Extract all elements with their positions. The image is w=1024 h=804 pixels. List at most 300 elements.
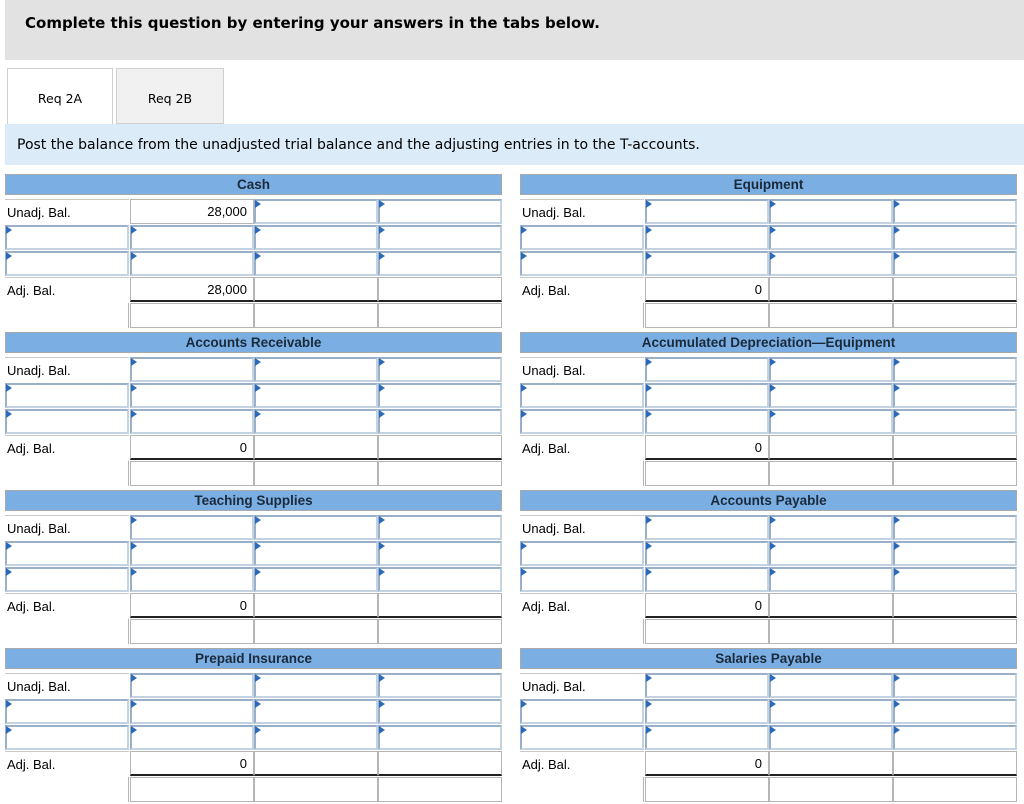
balance-input[interactable] — [893, 199, 1017, 224]
dropdown-marker-icon — [255, 674, 261, 682]
unadjusted-balance-label: Unadj. Bal. — [5, 673, 129, 698]
dropdown-marker-icon — [894, 358, 900, 366]
adjusted-balance-row — [520, 593, 1017, 618]
unadjusted-balance-label: Unadj. Bal. — [5, 515, 129, 540]
entry-reference-select[interactable] — [5, 225, 129, 250]
dropdown-marker-icon — [6, 384, 12, 392]
unadjusted-balance-row — [520, 199, 1017, 224]
instruction-text: Post the balance from the unadjusted trial balance and the adjusting entries in to the T-accounts. — [17, 137, 700, 153]
unadjusted-balance-label: Unadj. Bal. — [5, 357, 129, 382]
entry-reference-select[interactable] — [520, 383, 644, 408]
dropdown-marker-icon — [770, 358, 776, 366]
dropdown-marker-icon — [131, 410, 137, 418]
entry-amount-input[interactable] — [378, 541, 502, 566]
dropdown-marker-icon — [379, 200, 385, 208]
adjusted-balance-row — [5, 751, 502, 776]
entry-amount-input[interactable] — [254, 699, 378, 724]
adjusted-balance-label: Adj. Bal. — [5, 277, 129, 302]
dropdown-marker-icon — [131, 726, 137, 734]
dropdown-marker-icon — [894, 252, 900, 260]
adjusting-entry-row — [520, 541, 1017, 566]
adjusted-credit-value — [378, 751, 502, 776]
question-instruction: Complete this question by entering your answers in the tabs below. — [25, 14, 600, 32]
entry-amount-input[interactable] — [254, 251, 378, 276]
t-account — [5, 174, 502, 329]
footer-cell — [5, 303, 129, 328]
dropdown-marker-icon — [770, 516, 776, 524]
dropdown-marker-icon — [770, 410, 776, 418]
entry-amount-input[interactable] — [769, 409, 893, 434]
entry-amount-input[interactable] — [130, 251, 254, 276]
entry-amount-input[interactable] — [769, 699, 893, 724]
t-account-title: Salaries Payable — [520, 648, 1017, 669]
dropdown-marker-icon — [894, 200, 900, 208]
dropdown-marker-icon — [255, 384, 261, 392]
adjusted-credit-value — [254, 751, 378, 776]
dropdown-marker-icon — [379, 542, 385, 550]
dropdown-marker-icon — [379, 516, 385, 524]
t-account — [5, 490, 502, 645]
adjusted-credit-value — [378, 435, 502, 460]
footer-cell — [769, 303, 893, 328]
entry-amount-input[interactable] — [645, 699, 769, 724]
entry-reference-select[interactable] — [5, 699, 129, 724]
footer-cell — [645, 777, 769, 802]
entry-amount-input[interactable] — [254, 409, 378, 434]
dropdown-marker-icon — [379, 384, 385, 392]
dropdown-marker-icon — [646, 516, 652, 524]
footer-cell — [378, 461, 502, 486]
dropdown-marker-icon — [894, 384, 900, 392]
balance-footer-row — [520, 619, 1017, 644]
entry-reference-select[interactable] — [520, 725, 644, 750]
entry-amount-input[interactable] — [769, 251, 893, 276]
dropdown-marker-icon — [379, 226, 385, 234]
entry-reference-select[interactable] — [5, 409, 129, 434]
tab-label: Req 2A — [37, 91, 83, 106]
footer-cell — [130, 303, 254, 328]
dropdown-marker-icon — [646, 674, 652, 682]
entry-amount-input[interactable] — [645, 383, 769, 408]
unadjusted-balance-label: Unadj. Bal. — [520, 515, 644, 540]
entry-amount-input[interactable] — [378, 567, 502, 592]
balance-footer-row — [520, 777, 1017, 802]
entry-amount-input[interactable] — [254, 383, 378, 408]
balance-footer-row — [520, 461, 1017, 486]
adjusting-entry-row — [5, 725, 502, 750]
balance-input[interactable] — [769, 673, 893, 698]
entry-amount-input[interactable] — [254, 225, 378, 250]
footer-cell — [893, 461, 1017, 486]
dropdown-marker-icon — [894, 700, 900, 708]
footer-cell — [254, 619, 378, 644]
balance-footer-row — [5, 461, 502, 486]
balance-input[interactable] — [254, 515, 378, 540]
entry-amount-input[interactable] — [130, 409, 254, 434]
dropdown-marker-icon — [255, 410, 261, 418]
entry-amount-input[interactable] — [893, 699, 1017, 724]
entry-reference-select[interactable] — [5, 725, 129, 750]
entry-amount-input[interactable] — [645, 225, 769, 250]
adjusting-entry-row — [520, 225, 1017, 250]
dropdown-marker-icon — [379, 252, 385, 260]
entry-reference-select[interactable] — [520, 409, 644, 434]
adjusting-entry-row — [5, 225, 502, 250]
dropdown-marker-icon — [6, 252, 12, 260]
dropdown-marker-icon — [255, 516, 261, 524]
entry-reference-select[interactable] — [5, 251, 129, 276]
t-account — [520, 490, 1017, 645]
adjusting-entry-row — [5, 383, 502, 408]
footer-cell — [254, 303, 378, 328]
dropdown-marker-icon — [379, 410, 385, 418]
balance-input[interactable] — [893, 357, 1017, 382]
adjusted-credit-value — [893, 435, 1017, 460]
dropdown-marker-icon — [894, 568, 900, 576]
adjusted-credit-value — [769, 277, 893, 302]
adjusting-entry-row — [5, 541, 502, 566]
balance-input[interactable] — [769, 357, 893, 382]
dropdown-marker-icon — [646, 226, 652, 234]
adjusting-entry-row — [520, 251, 1017, 276]
footer-cell — [645, 619, 769, 644]
dropdown-marker-icon — [894, 726, 900, 734]
balance-footer-row — [5, 619, 502, 644]
entry-amount-input[interactable] — [378, 699, 502, 724]
balance-input[interactable] — [893, 673, 1017, 698]
entry-amount-input[interactable] — [130, 383, 254, 408]
adjusting-entry-row — [5, 251, 502, 276]
adjusted-balance-label: Adj. Bal. — [5, 593, 129, 618]
dropdown-marker-icon — [770, 568, 776, 576]
entry-amount-input[interactable] — [645, 725, 769, 750]
t-account-title: Prepaid Insurance — [5, 648, 502, 669]
footer-cell — [254, 777, 378, 802]
adjusted-debit-value: 0 — [645, 435, 769, 460]
adjusted-debit-value: 0 — [130, 751, 254, 776]
unadjusted-balance-label: Unadj. Bal. — [520, 357, 644, 382]
dropdown-marker-icon — [131, 358, 137, 366]
dropdown-marker-icon — [131, 542, 137, 550]
dropdown-marker-icon — [6, 568, 12, 576]
dropdown-marker-icon — [646, 726, 652, 734]
balance-input[interactable] — [769, 199, 893, 224]
unadjusted-balance-row — [5, 515, 502, 540]
adjusting-entry-row — [5, 409, 502, 434]
balance-footer-row — [5, 303, 502, 328]
entry-amount-input[interactable] — [378, 383, 502, 408]
unadjusted-balance-row — [520, 673, 1017, 698]
entry-amount-input[interactable] — [769, 225, 893, 250]
unadjusted-balance-row — [5, 673, 502, 698]
dropdown-marker-icon — [646, 700, 652, 708]
adjusted-credit-value — [893, 593, 1017, 618]
unadjusted-balance-label: Unadj. Bal. — [5, 199, 129, 224]
t-account-title: Accumulated Depreciation—Equipment — [520, 332, 1017, 353]
dropdown-marker-icon — [131, 700, 137, 708]
entry-amount-input[interactable] — [893, 383, 1017, 408]
adjusting-entry-row — [520, 725, 1017, 750]
adjusted-balance-label: Adj. Bal. — [520, 435, 644, 460]
entry-amount-input[interactable] — [130, 225, 254, 250]
footer-cell — [378, 303, 502, 328]
dropdown-marker-icon — [379, 700, 385, 708]
footer-cell — [520, 619, 644, 644]
entry-amount-input[interactable] — [378, 409, 502, 434]
adjusting-entry-row — [520, 383, 1017, 408]
adjusted-credit-value — [893, 751, 1017, 776]
entry-amount-input[interactable] — [645, 541, 769, 566]
dropdown-marker-icon — [131, 568, 137, 576]
entry-amount-input[interactable] — [378, 725, 502, 750]
dropdown-marker-icon — [521, 384, 527, 392]
footer-cell — [520, 777, 644, 802]
entry-reference-select[interactable] — [520, 251, 644, 276]
balance-input[interactable] — [130, 673, 254, 698]
footer-cell — [645, 303, 769, 328]
footer-cell — [254, 461, 378, 486]
dropdown-marker-icon — [131, 516, 137, 524]
footer-cell — [130, 777, 254, 802]
adjusted-credit-value — [378, 277, 502, 302]
adjusted-credit-value — [769, 593, 893, 618]
adjusting-entry-row — [520, 409, 1017, 434]
entry-amount-input[interactable] — [254, 725, 378, 750]
adjusted-balance-label: Adj. Bal. — [520, 593, 644, 618]
adjusted-debit-value: 28,000 — [130, 277, 254, 302]
entry-amount-input[interactable] — [254, 567, 378, 592]
adjusted-balance-row — [5, 593, 502, 618]
adjusted-balance-row — [520, 751, 1017, 776]
dropdown-marker-icon — [131, 252, 137, 260]
dropdown-marker-icon — [521, 226, 527, 234]
footer-cell — [130, 619, 254, 644]
dropdown-marker-icon — [770, 542, 776, 550]
balance-input[interactable] — [645, 199, 769, 224]
balance-input[interactable] — [378, 199, 502, 224]
footer-cell — [893, 777, 1017, 802]
dropdown-marker-icon — [894, 516, 900, 524]
entry-amount-input[interactable] — [130, 725, 254, 750]
adjusted-credit-value — [254, 593, 378, 618]
t-account-title: Accounts Receivable — [5, 332, 502, 353]
adjusted-balance-label: Adj. Bal. — [520, 277, 644, 302]
dropdown-marker-icon — [131, 674, 137, 682]
dropdown-marker-icon — [255, 252, 261, 260]
balance-input[interactable] — [378, 673, 502, 698]
dropdown-marker-icon — [770, 700, 776, 708]
dropdown-marker-icon — [6, 542, 12, 550]
footer-cell — [893, 303, 1017, 328]
adjusted-balance-label: Adj. Bal. — [5, 435, 129, 460]
adjusting-entry-row — [5, 567, 502, 592]
balance-input[interactable] — [130, 357, 254, 382]
t-account — [5, 648, 502, 803]
adjusted-balance-row — [5, 435, 502, 460]
tab-req-2a[interactable] — [7, 68, 113, 124]
adjusted-balance-label: Adj. Bal. — [5, 751, 129, 776]
t-account — [520, 332, 1017, 487]
tab-req-2b[interactable] — [116, 68, 224, 124]
t-account-title: Equipment — [520, 174, 1017, 195]
dropdown-marker-icon — [894, 542, 900, 550]
dropdown-marker-icon — [131, 384, 137, 392]
adjusted-debit-value: 0 — [645, 593, 769, 618]
entry-reference-select[interactable] — [520, 699, 644, 724]
dropdown-marker-icon — [521, 252, 527, 260]
dropdown-marker-icon — [770, 674, 776, 682]
footer-cell — [378, 619, 502, 644]
balance-input[interactable] — [378, 515, 502, 540]
adjusting-entry-row — [520, 699, 1017, 724]
dropdown-marker-icon — [255, 568, 261, 576]
dropdown-marker-icon — [894, 226, 900, 234]
dropdown-marker-icon — [255, 542, 261, 550]
entry-amount-input[interactable] — [645, 251, 769, 276]
entry-amount-input[interactable] — [893, 725, 1017, 750]
unadjusted-balance-row — [520, 357, 1017, 382]
dropdown-marker-icon — [646, 384, 652, 392]
dropdown-marker-icon — [521, 568, 527, 576]
adjusting-entry-row — [520, 567, 1017, 592]
balance-input[interactable] — [254, 357, 378, 382]
footer-cell — [769, 619, 893, 644]
entry-reference-select[interactable] — [520, 567, 644, 592]
entry-amount-input[interactable] — [645, 409, 769, 434]
balance-input[interactable] — [769, 515, 893, 540]
adjusted-debit-value: 0 — [130, 593, 254, 618]
adjusted-credit-value — [769, 751, 893, 776]
unadjusted-balance-row — [520, 515, 1017, 540]
entry-amount-input[interactable] — [769, 567, 893, 592]
adjusted-credit-value — [254, 277, 378, 302]
balance-input[interactable] — [254, 199, 378, 224]
balance-input[interactable] — [130, 515, 254, 540]
unadjusted-balance-label: Unadj. Bal. — [520, 673, 644, 698]
dropdown-marker-icon — [379, 568, 385, 576]
entry-amount-input[interactable] — [378, 251, 502, 276]
dropdown-marker-icon — [770, 200, 776, 208]
balance-input[interactable] — [645, 357, 769, 382]
dropdown-marker-icon — [894, 674, 900, 682]
adjusted-credit-value — [893, 277, 1017, 302]
entry-amount-input[interactable] — [769, 541, 893, 566]
balance-footer-row — [5, 777, 502, 802]
footer-cell — [130, 461, 254, 486]
dropdown-marker-icon — [646, 358, 652, 366]
dropdown-marker-icon — [6, 726, 12, 734]
entry-amount-input[interactable] — [893, 409, 1017, 434]
dropdown-marker-icon — [131, 226, 137, 234]
entry-amount-input[interactable] — [254, 541, 378, 566]
entry-amount-input[interactable] — [769, 725, 893, 750]
unadjusted-balance-label: Unadj. Bal. — [520, 199, 644, 224]
t-account-title: Accounts Payable — [520, 490, 1017, 511]
entry-reference-select[interactable] — [5, 567, 129, 592]
entry-reference-select[interactable] — [5, 541, 129, 566]
footer-cell — [520, 461, 644, 486]
footer-cell — [5, 461, 129, 486]
footer-cell — [5, 777, 129, 802]
balance-input[interactable] — [645, 515, 769, 540]
entry-amount-input[interactable] — [130, 541, 254, 566]
adjusted-balance-row — [520, 277, 1017, 302]
adjusted-debit-value: 0 — [645, 277, 769, 302]
dropdown-marker-icon — [379, 358, 385, 366]
question-header — [5, 0, 1024, 60]
entry-amount-input[interactable] — [893, 225, 1017, 250]
entry-amount-input[interactable] — [893, 251, 1017, 276]
adjusted-credit-value — [254, 435, 378, 460]
adjusted-credit-value — [769, 435, 893, 460]
entry-amount-input[interactable] — [769, 383, 893, 408]
entry-amount-input[interactable] — [130, 699, 254, 724]
entry-amount-input[interactable] — [378, 225, 502, 250]
adjusted-balance-row — [5, 277, 502, 302]
t-account-title: Teaching Supplies — [5, 490, 502, 511]
dropdown-marker-icon — [770, 226, 776, 234]
footer-cell — [893, 619, 1017, 644]
dropdown-marker-icon — [770, 726, 776, 734]
unadjusted-balance-row — [5, 199, 502, 224]
t-account-title: Cash — [5, 174, 502, 195]
dropdown-marker-icon — [646, 568, 652, 576]
dropdown-marker-icon — [646, 410, 652, 418]
balance-input[interactable] — [378, 357, 502, 382]
footer-cell — [769, 777, 893, 802]
footer-cell — [520, 303, 644, 328]
dropdown-marker-icon — [521, 700, 527, 708]
dropdown-marker-icon — [255, 726, 261, 734]
dropdown-marker-icon — [379, 726, 385, 734]
dropdown-marker-icon — [521, 410, 527, 418]
unadjusted-balance-row — [5, 357, 502, 382]
entry-amount-input[interactable] — [893, 541, 1017, 566]
adjusted-balance-label: Adj. Bal. — [520, 751, 644, 776]
dropdown-marker-icon — [770, 384, 776, 392]
adjusted-credit-value — [378, 593, 502, 618]
footer-cell — [769, 461, 893, 486]
t-account — [520, 174, 1017, 329]
balance-input[interactable] — [893, 515, 1017, 540]
adjusted-balance-row — [520, 435, 1017, 460]
dropdown-marker-icon — [6, 226, 12, 234]
footer-cell — [5, 619, 129, 644]
dropdown-marker-icon — [255, 226, 261, 234]
dropdown-marker-icon — [646, 200, 652, 208]
unadjusted-debit-input[interactable]: 28,000 — [130, 199, 254, 224]
entry-reference-select[interactable] — [520, 225, 644, 250]
adjusting-entry-row — [5, 699, 502, 724]
entry-amount-input[interactable] — [645, 567, 769, 592]
dropdown-marker-icon — [255, 700, 261, 708]
balance-input[interactable] — [254, 673, 378, 698]
adjusted-debit-value: 0 — [645, 751, 769, 776]
footer-cell — [645, 461, 769, 486]
entry-reference-select[interactable] — [5, 383, 129, 408]
entry-amount-input[interactable] — [130, 567, 254, 592]
balance-input[interactable] — [645, 673, 769, 698]
dropdown-marker-icon — [6, 410, 12, 418]
entry-reference-select[interactable] — [520, 541, 644, 566]
dropdown-marker-icon — [255, 358, 261, 366]
adjusted-debit-value: 0 — [130, 435, 254, 460]
t-account — [520, 648, 1017, 803]
entry-amount-input[interactable] — [893, 567, 1017, 592]
dropdown-marker-icon — [255, 200, 261, 208]
dropdown-marker-icon — [521, 726, 527, 734]
dropdown-marker-icon — [646, 542, 652, 550]
